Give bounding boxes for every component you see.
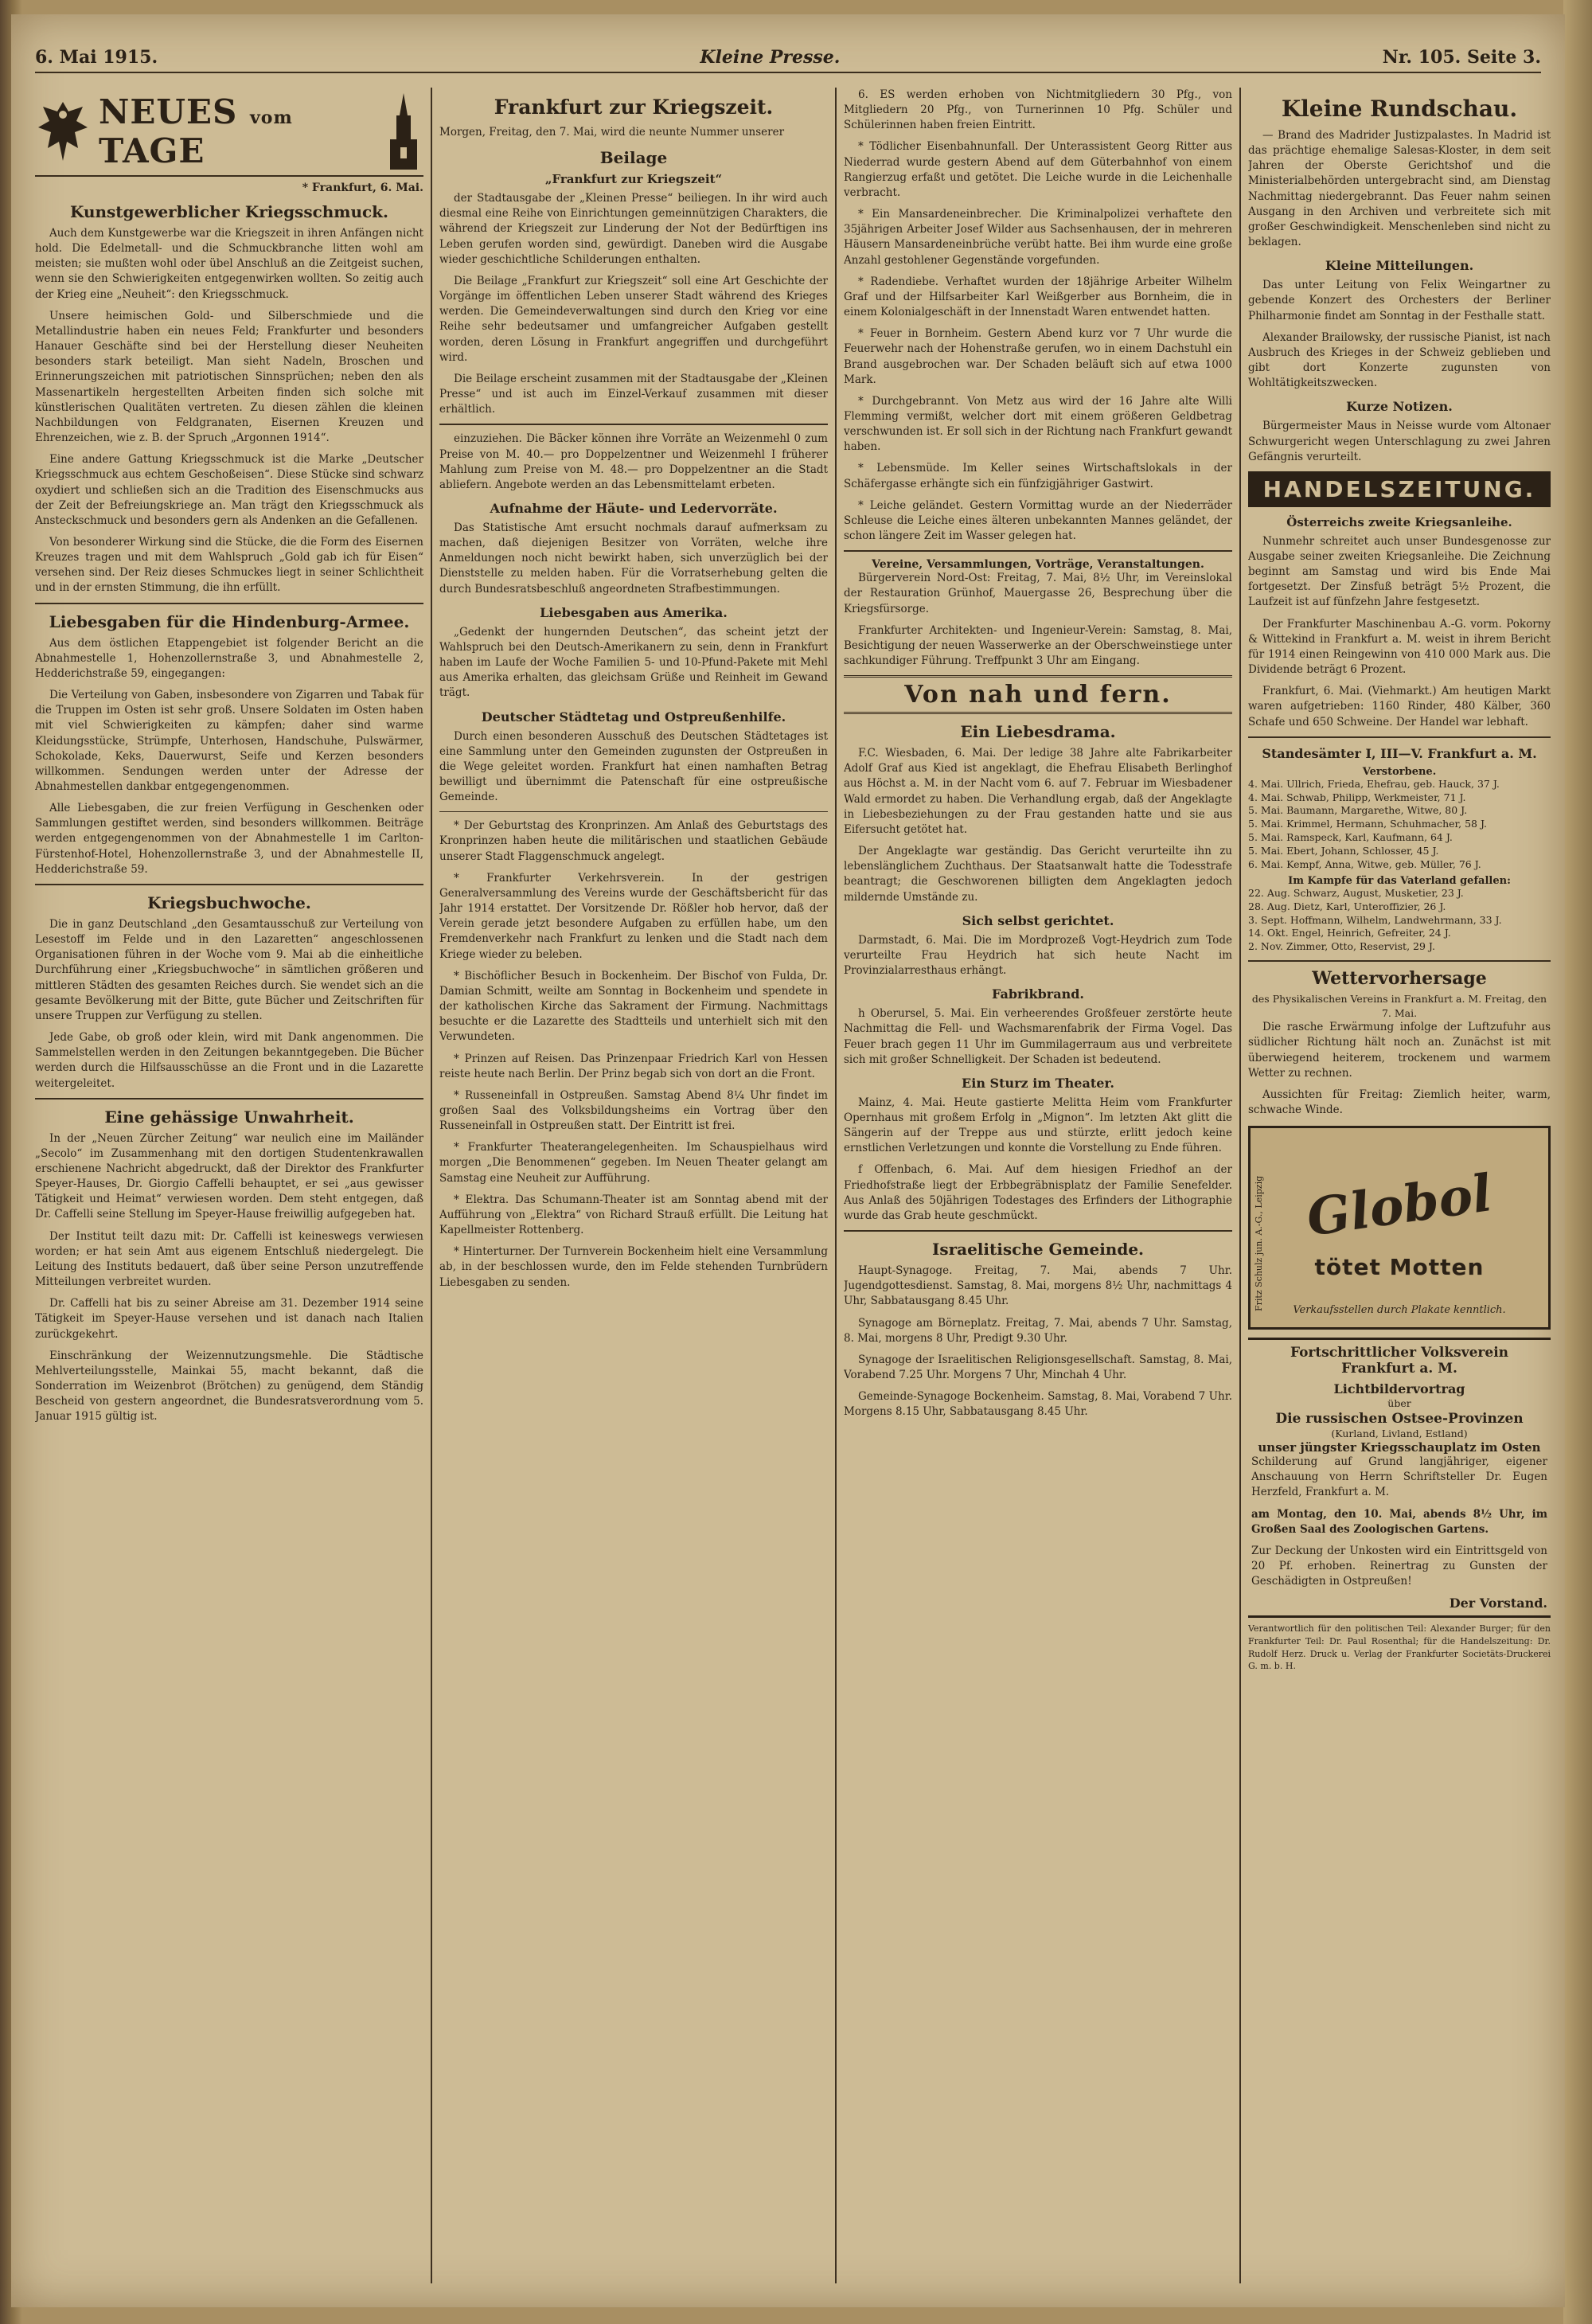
standesamt-subheading: Verstorbene. — [1362, 765, 1437, 778]
event-description: Schilderung auf Grund langjähriger, eigener Anschauung von Herrn Schriftsteller Dr. Eugen Herzfeld, Frankfurt a. M. — [1251, 1455, 1547, 1499]
cathedral-icon — [384, 92, 423, 171]
news-item: 6. ES werden erhoben von Nichtmitgliedern 30 Pfg., von Mitgliedern 20 Pfg., von Turnerinnen 10 Pfg. Schüler und Schülerinnen haben freien Eintritt. — [844, 88, 1232, 132]
article-paragraph: Aus dem östlichen Etappengebiet ist folgender Bericht an die Abnahmestelle 1, Hohenzollernstraße 3, und Abnahmestelle 2, Hedderichstraße 59, eingegangen: — [35, 636, 423, 680]
service-listing: Synagoge am Börneplatz. Freitag, 7. Mai, abends 7 Uhr. Samstag, 8. Mai, morgens 8 Uhr, Predigt 9.30 Uhr. — [844, 1316, 1232, 1345]
column-3 — [844, 88, 1232, 2283]
ad-subline: Verkaufsstellen durch Plakate kenntlich. — [1293, 1304, 1506, 1317]
event-tagline: unser jüngster Kriegsschauplatz im Osten — [1258, 1440, 1541, 1455]
article-paragraph: Frankfurt, 6. Mai. (Viehmarkt.) Am heutigen Markt waren aufgetrieben: 1160 Rinder, 480 Kälber, 360 Schafe und 650 Schweine. Der Handel war lebhaft. — [1248, 685, 1551, 728]
article-paragraph: In der „Neuen Zürcher Zeitung“ war neulich eine im Mailänder „Secolo“ im Zusammenhang mit den dortigen Studentenkrawallen erschienene Nachricht abgedruckt, daß der Direktor des Frankfurter Speyer-Hauses, Dr. Giorgio Caffelli behauptet, er sei „aus gewisser Tätigkeit und Heimat“ verwiesen worden. Dem steht entgegen, daß Dr. Caffelli seine Stellung im Speyer-Hause freiwillig aufgegeben hat. — [35, 1131, 423, 1221]
article-paragraph: Das unter Leitung von Felix Weingartner zu gebende Konzert des Orchesters der Berliner Philharmonie findet am Sonntag in der Festhalle statt. — [1248, 279, 1551, 322]
event-note: Zur Deckung der Unkosten wird ein Eintrittsgeld von 20 Pf. erhoben. Reinertrag zu Gunsten der Geschädigten in Ostpreußen! — [1251, 1544, 1547, 1588]
masthead-vom: vom — [250, 107, 293, 128]
article-paragraph: Die Beilage „Frankfurt zur Kriegszeit“ soll eine Art Geschichte der Vorgänge im öffentlichen Leben unserer Stadt während des Krieges werden. Die Gemeindeverwaltungen sind durch den Krieg vor eine Reihe sehr bedeutsamer und umfangreicher Aufgaben gestellt worden, deren Lösung in Frankfurt angegriffen und durchgeführt wird. — [439, 274, 828, 364]
article-paragraph: Der Frankfurter Maschinenbau A.-G. vorm. Pokorny & Wittekind in Frankfurt a. M. weist in ihrem Bericht für 1914 einen Reingewinn von 410 000 Mark aus. Die Dividende beträgt 6 Prozent. — [1248, 617, 1551, 677]
list-item: 4. Mai. Schwab, Philipp, Werkmeister, 71 J. — [1248, 791, 1466, 803]
section-title-nah-fern: Von nah und fern. — [904, 681, 1172, 709]
deaths-list — [1248, 778, 1551, 872]
divider — [439, 811, 828, 812]
divider — [844, 1230, 1232, 1232]
article-paragraph: Durch einen besonderen Ausschuß des Deutschen Städtetages ist eine Sammlung unter den Gemeinden zugunsten der Ostpreußen in die Wege geleitet worden. Frankfurt hat einen namhaften Betrag bewilligt und übernimmt die Patenschaft für eine ostpreußische Gemeinde. — [439, 729, 828, 804]
divider — [1248, 960, 1551, 962]
article-paragraph: Die rasche Erwärmung infolge der Luftzufuhr aus südlicher Richtung hält noch an. Zunächst ist mit überwiegend heiterem, trockenem und warmem Wetter zu rechnen. — [1248, 1021, 1551, 1080]
service-listing: Synagoge der Israelitischen Religionsgesellschaft. Samstag, 8. Mai, Vorabend 7.25 Uhr. Morgens 7 Uhr, Minchah 4 Uhr. — [844, 1353, 1232, 1381]
news-item: * Prinzen auf Reisen. Das Prinzenpaar Friedrich Karl von Hessen reiste heute nach Berlin. Der Prinz begab sich von dort an die Front. — [439, 1052, 828, 1080]
article-title-rundschau: Kleine Rundschau. — [1281, 96, 1518, 122]
column-rule — [1239, 88, 1241, 2283]
masthead-neues: NEUES — [99, 92, 238, 131]
article-paragraph: Auch dem Kunstgewerbe war die Kriegszeit in ihren Anfängen nicht hold. Die Edelmetall- und die Schmuckbranche litten wohl am meisten; sie mußten wohl oder übel Anschluß an die Zeitgeist suchen, wenn sie den Schwierigkeiten entgegenwirken wollten. So zeitig auch der Krieg eine „Neuheit“: den Kriegsschmuck. — [35, 227, 423, 301]
news-item: * Der Geburtstag des Kronprinzen. Am Anlaß des Geburtstags des Kronprinzen haben heute die militärischen und staatlichen Gebäude unserer Stadt Flaggenschmuck angelegt. — [439, 819, 828, 863]
article-paragraph: Eine andere Gattung Kriegsschmuck ist die Marke „Deutscher Kriegsschmuck aus echtem Geschoßeisen“. Diese Stücke sind schwarz oxydiert und schließen sich an die Tradition des Eisenschmucks aus der Zeit der Befreiungskriege an. Man trägt den Kriegsschmuck als Ansteckschmuck und besonders gern als Andenken an die Gefallenen. — [35, 453, 423, 527]
news-item: * Frankfurter Verkehrsverein. In der gestrigen Generalversammlung des Vereins wurde der Geschäftsbericht für das Jahr 1914 erstattet. Der Vorsitzende Dr. Rößler hob hervor, daß der Verein gerade jetzt besondere Aufgaben zu erfüllen habe, um den Fremdenverkehr nach Frankfurt zu lenken und die Stadt nach dem Kriege wieder zu beleben. — [439, 871, 828, 961]
article-paragraph: F.C. Wiesbaden, 6. Mai. Der ledige 38 Jahre alte Fabrikarbeiter Adolf Graf aus Kied ist angeklagt, die Ehefrau Elisabeth Berlinghof aus Höchst a. M. in der Nacht vom 6. auf 7. Februar im Wiesbadener Wald ermordet zu haben. Die Verhandlung ergab, daß der Angeklagte in Liebesbeziehungen zu der Frau gestanden hatte und sie aus Eifersucht getötet hat. — [844, 747, 1232, 836]
section-title-handelszeitung: HANDELSZEITUNG. — [1248, 471, 1551, 507]
globol-advertisement — [1248, 1126, 1551, 1330]
article-title-notizen: Kurze Notizen. — [1346, 399, 1453, 415]
section-masthead — [35, 88, 423, 177]
header-issue: Nr. 105. Seite 3. — [1382, 47, 1541, 68]
event-organizer: Fortschrittlicher Volksverein Frankfurt a. M. — [1290, 1345, 1509, 1377]
article-paragraph: Der Institut teilt dazu mit: Dr. Caffelli ist keineswegs verwiesen worden; er hat sein Amt aus eigenem Entschluß niedergelegt. Die Leitung des Instituts bedauert, daß über seine Person unzutreffende Mitteilungen verbreitet wurden. — [35, 1229, 423, 1289]
article-title-wettervorhersage: Wettervorhersage — [1312, 968, 1487, 990]
article-title-liebesgaben: Liebesgaben für die Hindenburg-Armee. — [49, 611, 410, 631]
news-item: * Radendiebe. Verhaftet wurden der 18jährige Arbeiter Wilhelm Graf und der Hilfsarbeiter Karl Weißgerber aus Bornheim, die in einem Kolonialgeschäft in der Innenstadt Waren entwendet hatten. — [844, 275, 1232, 319]
news-item: * Frankfurter Theaterangelegenheiten. Im Schauspielhaus wird morgen „Die Benommenen“ gegeben. Im Neuen Theater gelangt am Samstag eine Neuheit zur Aufführung. — [439, 1141, 828, 1185]
article-paragraph: Die in ganz Deutschland „den Gesamtausschuß zur Verteilung von Lesestoff im Felde und in den Lazaretten“ angeschlossenen Organisationen führen in der Woche vom 9. Mai ab die einheitliche Durchführung einer „Kriegsbuchwoche“ in sämtlichen größeren und mittleren Städten des gesamten Reiches durch. Sie wendet sich an die gesamte Bevölkerung mit der Bitte, gute Bücher und Zeitschriften für unsere Truppen zur Verfügung zu stellen. — [35, 917, 423, 1022]
list-item: 2. Nov. Zimmer, Otto, Reservist, 29 J. — [1248, 940, 1435, 953]
news-item: * Feuer in Bornheim. Gestern Abend kurz vor 7 Uhr wurde die Feuerwehr nach der Hohenstraße gerufen, wo in einem Dachstuhl ein Brand ausgebrochen war. Der Schaden beläuft sich auf etwa 1000 Mark. — [844, 327, 1232, 386]
news-item: * Hinterturner. Der Turnverein Bockenheim hielt eine Versammlung ab, in der beschlossen wurde, den im Felde stehenden Turnbrüdern Liebesgaben zu senden. — [439, 1245, 828, 1289]
event-signature: Der Vorstand. — [1449, 1596, 1547, 1611]
article-paragraph: Nunmehr schreitet auch unser Bundesgenosse zur Ausgabe seiner zweiten Kriegsanleihe. Die Zeichnung beginnt am Samstag und wird bis Ende Mai fortgesetzt. Der Zinsfuß beträgt 5½ Prozent, die Laufzeit ist auf fünfzehn Jahre festgesetzt. — [1248, 534, 1551, 609]
article-title-kriegsbuchwoche: Kriegsbuchwoche. — [147, 892, 311, 912]
article-paragraph: Der Angeklagte war geständig. Das Gericht verurteilte ihn zu lebenslänglichem Zuchthaus. Der Staatsanwalt hatte die Todesstrafe beantragt; die Geschworenen billigten dem Angeklagten jedoch mildernde Umstände zu. — [844, 845, 1232, 904]
beilage-name: „Frankfurt zur Kriegszeit“ — [544, 172, 723, 187]
article-paragraph: „Gedenkt der hungernden Deutschen“, das scheint jetzt der Wahlspruch bei den Deutsch-Amerikanern zu sein, denn in Frankfurt haben im Laufe der Woche Familien 5- und 10-Pfund-Pakete mit Mehl aus Amerika erhalten, das gleichsam Grüße und Reinheit im Gewand trägt. — [439, 625, 828, 700]
list-item: 5. Mai. Baumann, Margarethe, Witwe, 80 J. — [1248, 804, 1468, 817]
news-item: Frankfurter Architekten- und Ingenieur-Verein: Samstag, 8. Mai, Besichtigung der neuen Wasserwerke an der Oberschweinstiege unter sachkundiger Führung. Treffpunkt 3 Uhr am Eingang. — [844, 623, 1232, 667]
article-paragraph: Mainz, 4. Mai. Heute gastierte Melitta Heim vom Frankfurter Opernhaus mit großem Erfolg in „Mignon“. Im letzten Akt glitt die Sängerin auf der Treppe aus und stürzte, erlitt jedoch keine ernstlichen Verletzungen und konnte die Vorstellung zu Ende führen. — [844, 1096, 1232, 1155]
article-title-standesamter: Standesämter I, III—V. Frankfurt a. M. — [1262, 745, 1537, 761]
header-date: 6. Mai 1915. — [35, 47, 158, 68]
article-paragraph: einzuziehen. Die Bäcker können ihre Vorräte an Weizenmehl 0 zum Preise von M. 40.— pro Doppelzentner und Weizenmehl I früherer Mahlung zum Preise von M. 48.— pro Doppelzentner an die Stadt abliefern. Angebote werden an das Lebensmittelamt erbeten. — [439, 432, 828, 491]
list-item: 28. Aug. Dietz, Karl, Unteroffizier, 26 J. — [1248, 900, 1446, 912]
article-title-haute: Aufnahme der Häute- und Ledervorräte. — [490, 500, 778, 516]
service-listing: Haupt-Synagoge. Freitag, 7. Mai, abends 7 Uhr. Jugendgottesdienst. Samstag, 8. Mai, morgens 8½ Uhr, nachmittags 4 Uhr, Sabbatausgang 8.45 Uhr. — [844, 1264, 1232, 1308]
article-paragraph: Jede Gabe, ob groß oder klein, wird mit Dank angenommen. Die Sammelstellen werden in den Zeitungen bekanntgegeben. Die Bücher werden durch die Hilfsausschüsse an die Front und in die Lazarette weitergeleitet. — [35, 1031, 423, 1090]
article-title-israelitische-gemeinde: Israelitische Gemeinde. — [931, 1240, 1145, 1260]
ad-brand: Globol — [1303, 1163, 1496, 1249]
news-item: * Tödlicher Eisenbahnunfall. Der Unterassistent Georg Ritter aus Niederrad wurde gestern Abend auf dem Güterbahnhof von einem Rangierzug erfaßt und getötet. Die Leiche wurde in die Leichenhalle verbracht. — [844, 140, 1232, 199]
list-item: 5. Mai. Ebert, Johann, Schlosser, 45 J. — [1248, 845, 1439, 857]
vereine-heading: Vereine, Versammlungen, Vorträge, Veranstaltungen. — [872, 558, 1204, 572]
article-title-fabrikbrand: Fabrikbrand. — [991, 986, 1084, 1002]
article-title-stadtetag: Deutscher Städtetag und Ostpreußenhilfe. — [481, 709, 786, 725]
article-title-mitteilungen: Kleine Mitteilungen. — [1325, 258, 1474, 274]
page-edge — [1563, 0, 1592, 2324]
masthead-tage: TAGE — [99, 131, 205, 170]
article-paragraph: Dr. Caffelli hat bis zu seiner Abreise am 31. Dezember 1914 seine Tätigkeit im Speyer-Hause versehen und ist danach nach Italien zurückgekehrt. — [35, 1297, 423, 1341]
article-title-kriegsschmuck: Kunstgewerblicher Kriegsschmuck. — [70, 202, 388, 221]
article-paragraph: Von besonderer Wirkung sind die Stücke, die die Form des Eisernen Kreuzes tragen und mit dem Wahlspruch „Gold gab ich für Eisen“ versehen sind. Der Reiz dieses Schmuckes liegt in seiner Schlichtheit und in der ernsten Stimmung, die ihn erfüllt. — [35, 535, 423, 595]
news-item: * Russeneinfall in Ostpreußen. Samstag Abend 8¼ Uhr findet im großen Saal des Volksbildungsheims ein Vortrag über den Russeneinfall in Ostpreußen statt. Der Eintritt ist frei. — [439, 1088, 828, 1133]
imprint: Verantwortlich für den politischen Teil: Alexander Burger; für den Frankfurter Teil: Dr. Paul Rosenthal; für die Handelszeitung: Dr. Rudolf Herz. Druck u. Verlag der Frankfurter Societäts-Druckerei G. m. b. H. — [1248, 1623, 1551, 1672]
column-4 — [1248, 88, 1551, 2283]
article-title-amerika: Liebesgaben aus Amerika. — [540, 604, 728, 620]
divider — [439, 424, 828, 425]
dateline: * Frankfurt, 6. Mai. — [302, 182, 423, 194]
column-rule — [835, 88, 837, 2283]
article-paragraph: der Stadtausgabe der „Kleinen Presse“ beiliegen. In ihr wird auch diesmal eine Reihe von Einrichtungen gemeinnützigen Charakters, die während der Kriegszeit zur Linderung der Not der Bedürftigen ins Leben gerufen worden sind, gewürdigt. Daneben wird die Ausgabe wieder geschichtliche Schilderungen enthalten. — [439, 192, 828, 266]
article-paragraph: Einschränkung der Weizennutzungsmehle. Die Städtische Mehlverteilungsstelle, Mainkai 55, macht bekannt, daß die Sonderration im Weizenbrot (Brötchen) zu genügend, dem Ständig Bescheid von gestern angeordnet, die Bundesratsverordnung vom 5. Januar 1915 gültig ist. — [35, 1349, 423, 1424]
fallen-heading: Im Kampfe für das Vaterland gefallen: — [1288, 874, 1511, 887]
ad-maker: Fritz Schulz jun. A.-G., Leipzig — [1254, 1175, 1264, 1312]
newspaper-page — [11, 14, 1565, 2307]
article-title-kriegsanleihe: Österreichs zweite Kriegsanleihe. — [1286, 514, 1512, 529]
article-paragraph: Darmstadt, 6. Mai. Die im Mordprozeß Vogt-Heydrich zum Tode verurteilte Frau Heydrich hat sich heute Nacht im Provinzialarresthaus erhängt. — [844, 933, 1232, 978]
article-paragraph: Morgen, Freitag, den 7. Mai, wird die neunte Nummer unserer — [439, 126, 785, 139]
article-paragraph: Aussichten für Freitag: Ziemlich heiter, warm, schwache Winde. — [1248, 1088, 1551, 1116]
list-item: 14. Okt. Engel, Heinrich, Gefreiter, 24 J. — [1248, 927, 1451, 939]
column-rule — [431, 88, 432, 2283]
page-header — [35, 43, 1541, 73]
article-paragraph: Die Verteilung von Gaben, insbesondere von Zigarren und Tabak für die Truppen im Osten ist sehr groß. Unsere Soldaten im Osten haben mit viel Schwierigkeiten zu kämpfen; daher sind warme Kleidungsstücke, Strümpfe, Unterhosen, Handschuhe, Pulswärmer, Schokolade, Keks, Dauerwurst, Seife und Kerzen besonders willkommen. Sendungen werden unter der Adresse der Abnahmestellen dankbar entgegengenommen. — [35, 689, 423, 793]
divider — [35, 1098, 423, 1100]
news-item: * Elektra. Das Schumann-Theater ist am Sonntag abend mit der Aufführung von „Elektra“ von Richard Strauß erfüllt. Die Leitung hat Kapellmeister Rottenberg. — [439, 1193, 828, 1237]
masthead-title — [99, 92, 376, 170]
article-paragraph: Alle Liebesgaben, die zur freien Verfügung in Geschenken oder Sammlungen gestiftet werden, sind besonders willkommen. Beiträge werden entgegengenommen von der Abnahmestelle 1 im Carlton-Fürstenhof-Hotel, Hohenzollernstraße 3, und der Abnahmestelle II, Hedderichstraße 59. — [35, 802, 423, 876]
article-paragraph: f Offenbach, 6. Mai. Auf dem hiesigen Friedhof an der Friedhofstraße liegt der Erbbegräbnisplatz der Familie Senefelder. Aus Anlaß des 50jährigen Todestages des Erfinders der Lithographie wurde das Grab heute geschmückt. — [844, 1163, 1232, 1222]
weather-subheading: des Physikalischen Vereins in Frankfurt a. M. Freitag, den 7. Mai. — [1251, 993, 1547, 1019]
event-uber: über — [1387, 1397, 1411, 1410]
eagle-icon — [35, 96, 91, 167]
list-item: 5. Mai. Ramspeck, Karl, Kaufmann, 64 J. — [1248, 831, 1453, 844]
list-item: 22. Aug. Schwarz, August, Musketier, 23 J. — [1248, 886, 1464, 899]
article-paragraph: Das Statistische Amt ersucht nochmals darauf aufmerksam zu machen, daß diejenigen Besitzer von Vorräten, welche ihre Anmeldungen noch nicht bewirkt haben, sich unverzüglich bei der Dienststelle zu melden haben. Für die Vorratserhebung gelten die durch Bundesratsbeschluß angeordneten Strafbestimmungen. — [439, 521, 828, 596]
event-title: Lichtbildervortrag — [1333, 1381, 1465, 1397]
article-title-sturz: Ein Sturz im Theater. — [962, 1075, 1114, 1091]
column-2 — [439, 88, 828, 2283]
service-listing: Gemeinde-Synagoge Bockenheim. Samstag, 8. Mai, Vorabend 7 Uhr. Morgens 8.15 Uhr, Sabbatausgang 8.45 Uhr. — [844, 1390, 1232, 1419]
list-item: 4. Mai. Ullrich, Frieda, Ehefrau, geb. Hauck, 37 J. — [1248, 777, 1500, 790]
article-paragraph: Bürgermeister Maus in Neisse wurde vom Altonaer Schwurgericht wegen Unterschlagung zu zwei Jahren Gefängnis verurteilt. — [1248, 420, 1551, 463]
article-title-gerichtet: Sich selbst gerichtet. — [962, 912, 1114, 928]
article-paragraph: h Oberursel, 5. Mai. Ein verheerendes Großfeuer zerstörte heute Nachmittag die Fell- und Wachsmarenfabrik der Firma Vogel. Das Feuer brach gegen 11 Uhr im Gummilagerraum aus und verbreitete sich mit großer Schnelligkeit. Der Schaden ist bedeutend. — [844, 1007, 1232, 1066]
divider — [35, 884, 423, 885]
news-item: * Leiche geländet. Gestern Vormittag wurde an der Niederräder Schleuse die Leiche eines älteren unbekannten Mannes geländet, der schon längere Zeit im Wasser gelegen hat. — [844, 498, 1232, 543]
article-paragraph: Die Beilage erscheint zusammen mit der Stadtausgabe der „Kleinen Presse“ und ist auch im Einzel-Verkauf zusammen mit dieser erhältlich. — [439, 372, 828, 416]
lecture-announcement — [1248, 1338, 1551, 1618]
event-topic: Die russischen Ostsee-Provinzen — [1275, 1410, 1524, 1427]
news-item: * Durchgebrannt. Von Metz aus wird der 16 Jahre alte Willi Flemming vermißt, welcher dort mit einem größeren Geldbetrag verschwunden ist. Er soll sich in der Richtung nach Frankfurt gewandt haben. — [844, 394, 1232, 454]
beilage-heading: Beilage — [599, 148, 668, 168]
list-item: 3. Sept. Hoffmann, Wilhelm, Landwehrmann, 33 J. — [1248, 913, 1502, 926]
fallen-list — [1248, 887, 1551, 954]
ad-slogan: tötet Motten — [1314, 1254, 1485, 1281]
header-paper-name: Kleine Presse. — [700, 47, 841, 68]
divider — [1248, 736, 1551, 738]
article-title-liebesdrama: Ein Liebesdrama. — [960, 722, 1116, 742]
divider — [844, 550, 1232, 552]
list-item: 6. Mai. Kempf, Anna, Witwe, geb. Müller, 76 J. — [1248, 857, 1481, 870]
news-item: Bürgerverein Nord-Ost: Freitag, 7. Mai, 8½ Uhr, im Vereinslokal der Restauration Grünhof, Mauergasse 26, Besprechung über die Kriegsfürsorge. — [844, 572, 1232, 615]
news-item: * Lebensmüde. Im Keller seines Wirtschaftslokals in der Schäfergasse erhängte sich ein fünfzigjähriger Gastwirt. — [844, 462, 1232, 490]
section-nah-fern — [844, 675, 1232, 714]
list-item: 5. Mai. Krimmel, Hermann, Schuhmacher, 58 J. — [1248, 818, 1487, 830]
article-paragraph: Unsere heimischen Gold- und Silberschmiede und die Metallindustrie haben ein neues Feld; Frankfurter und besonders Hanauer Geschäfte sind bei der Herstellung dieser Neuheiten besonders stark beteiligt. Man sieht Nadeln, Broschen und Erinnerungszeichen mit patriotischen Sinnsprüchen; neben den als Massenartikeln hergestellten Arbeiten finden sich solche mit künstlerischen Qualitäten vertreten. Zu diesen zählen die kleinen Nachbildungen von Feldgranaten, Eisernen Kreuzen und Ehrenzeichen, wie z. B. der Spruch „Argonnen 1914“. — [35, 309, 423, 445]
divider — [35, 603, 423, 604]
article-paragraph: Alexander Brailowsky, der russische Pianist, ist nach Ausbruch des Krieges in der Schweiz geblieben und gibt dort Konzerte zugunsten von Wohltätigkeitszwecken. — [1248, 330, 1551, 390]
event-datetime: am Montag, den 10. Mai, abends 8½ Uhr, im Großen Saal des Zoologischen Gartens. — [1251, 1507, 1547, 1536]
event-subtopic: (Kurland, Livland, Estland) — [1331, 1427, 1468, 1439]
article-paragraph: — Brand des Madrider Justizpalastes. In Madrid ist das prächtige ehemalige Salesas-Kloster, in dem seit Jahren der Oberste Gerichtshof und die Ministerialbehörden untergebracht sind, am Dienstag Nachmittag niedergebrannt. Das Feuer nahm seinen Ausgang in den Archiven und verbreitete sich mit großer Geschwindigkeit. Menschenleben sind nicht zu beklagen. — [1248, 129, 1551, 249]
article-title-frankfurt: Frankfurt zur Kriegszeit. — [494, 96, 774, 119]
news-item: * Bischöflicher Besuch in Bockenheim. Der Bischof von Fulda, Dr. Damian Schmitt, weilte am Sonntag in Bockenheim und spendete in der katholischen Kirche das Sakrament der Firmung. Nachmittags besuchte er die Lazarette des Stadtteils und unterhielt sich mit den Verwundeten. — [439, 969, 828, 1044]
article-title-unwahrheit: Eine gehässige Unwahrheit. — [104, 1107, 354, 1127]
column-1 — [35, 88, 423, 2283]
news-item: * Ein Mansardeneinbrecher. Die Kriminalpolizei verhaftete den 35jährigen Arbeiter Josef Wilder aus Sachsenhausen, der in mehreren Häusern Mansardeneinbrüche verübt hatte. Bei ihm wurde eine große Anzahl gestohlener Gegenstände vorgefunden. — [844, 208, 1232, 267]
